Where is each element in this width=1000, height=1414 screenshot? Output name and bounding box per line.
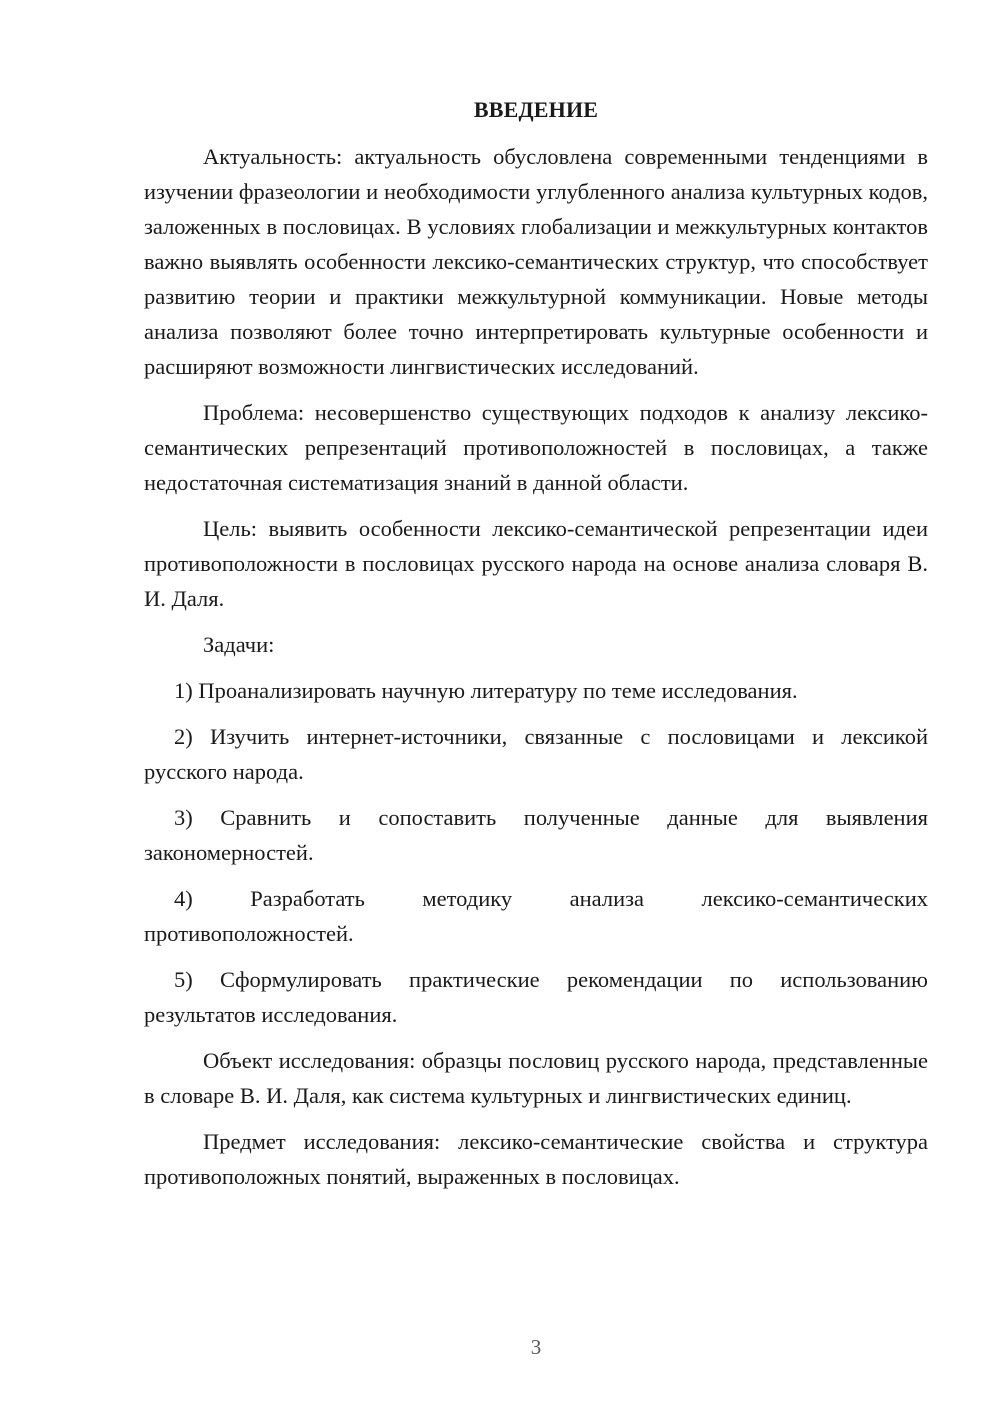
tasks-heading: Задачи: xyxy=(203,632,275,657)
relevance-paragraph: Актуальность: актуальность обусловлена современными тенденциями в изучении фразеологии и необходимости углубленного анализа культурных кодов, заложенных в пословицах. В условиях глобализации и межкультурных контактов важно выявлять особенности лексико-семантических структур, что способствует развитию теории и практики межкультурной коммуникации. Новые методы анализа позволяют более точно интерпретировать культурные особенности и расширяют возможности лингвистических исследований. xyxy=(144,144,928,379)
task-item: 2) Изучить интернет-источники, связанные с пословицами и лексикой русского народа. xyxy=(144,724,928,784)
task-item: 5) Сформулировать практические рекомендации по использованию результатов исследования. xyxy=(144,967,928,1027)
subject-paragraph: Предмет исследования: лексико-семантические свойства и структура противоположных понятий, выраженных в пословицах. xyxy=(144,1129,928,1189)
object-paragraph: Объект исследования: образцы пословиц русского народа, представленные в словаре В. И. Даля, как система культурных и лингвистических единиц. xyxy=(144,1048,928,1108)
task-item: 3) Сравнить и сопоставить полученные данные для выявления закономерностей. xyxy=(144,805,928,865)
task-item: 4) Разработать методику анализа лексико-семантических противоположностей. xyxy=(144,886,928,946)
problem-paragraph: Проблема: несовершенство существующих подходов к анализу лексико-семантических репрезентаций противоположностей в пословицах, а также недостаточная систематизация знаний в данной области. xyxy=(144,400,928,495)
task-item: 1) Проанализировать научную литературу по теме исследования. xyxy=(174,678,798,703)
document-page xyxy=(144,92,928,1194)
section-title: ВВЕДЕНИЕ xyxy=(473,97,599,122)
goal-paragraph: Цель: выявить особенности лексико-семантической репрезентации идеи противоположности в пословицах русского народа на основе анализа словаря В. И. Даля. xyxy=(144,516,928,611)
page-number: 3 xyxy=(530,1335,542,1359)
